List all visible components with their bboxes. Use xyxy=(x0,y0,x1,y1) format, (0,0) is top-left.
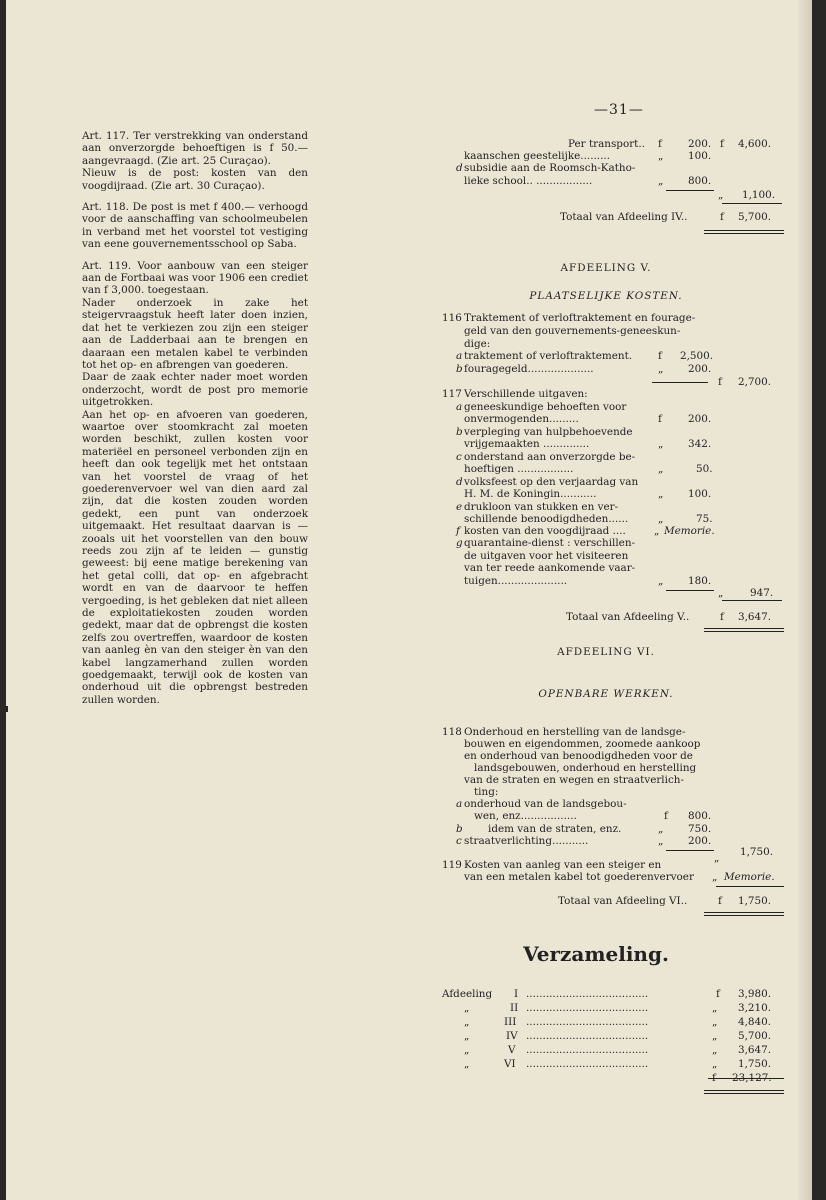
line-text: H. M. de Koningin........... xyxy=(464,488,597,500)
amount: 100. xyxy=(688,150,712,162)
line-text: subsidie aan de Roomsch-Katho- xyxy=(464,162,636,174)
section-total: 1,750. xyxy=(738,895,772,907)
amount: 100. xyxy=(688,488,712,500)
item-letter: c xyxy=(456,451,462,463)
currency-sign: f xyxy=(720,211,724,223)
line-text: idem van de straten, enz. xyxy=(488,823,622,835)
section-total: 5,700. xyxy=(738,211,772,223)
item-letter: f xyxy=(456,525,460,537)
line-text: fouragegeld.................... xyxy=(464,363,594,375)
double-rule xyxy=(704,230,784,234)
ditto-mark: „ xyxy=(712,1030,718,1042)
amount-memorie: Memorie. xyxy=(724,871,775,883)
line-text: schillende benoodigdheden...... xyxy=(464,513,629,525)
ditto-mark: „ xyxy=(658,823,664,835)
line-text: hoeftigen ................. xyxy=(464,463,574,475)
amount: 200. xyxy=(688,835,712,847)
total-label: Totaal van Afdeeling IV.. xyxy=(560,211,688,223)
line-text: onderhoud van de landsgebou- xyxy=(464,798,627,810)
amount-memorie: Memorie. xyxy=(664,525,715,537)
ditto-mark: „ xyxy=(712,1044,718,1056)
page-number: —31— xyxy=(594,102,644,118)
transport-total: 4,600. xyxy=(738,138,772,150)
paragraph: Aan het op- en afvoeren van goederen, waartoe over stoomkracht zal moeten worden beschikt, zullen kosten voor materiëel en personeel verbonden zijn en heeft dan ook tegelijk met het ontstaan van het voorstel de vraag of het goederenvervoer wel van dien aard zal zijn, dat die kosten zouden worden gedekt, een punt van onderzoek uitgemaakt. Het resultaat daarvan is — zooals uit het voorstellen van den bouw reeds zou zijn af te leiden — gunstig geweest: bij eene matige berekening van het getal colli, dat op- en afgebracht wordt en van de daarvoor te heffen vergoeding, is het gebleken dat niet alleen de exploitatiekosten zouden worden gedekt, maar dat de opbrengst die kosten zelfs zou overtreffen, waardoor de kosten van aanleg èn van den steiger èn van den kabel langzamerhand zullen worden goedgemaakt, terwijl ook de kosten van onderhoud uit die opbrengst bestreden zullen worden. xyxy=(82,408,308,706)
paragraph: Art. 118. De post is met f 400.— verhoogd voor de aanschaffing van schoolmeubelen in verband met het voorstel tot vestiging van eene gouvernementsschool op Saba. xyxy=(82,201,308,251)
article-number: 116 xyxy=(442,312,462,324)
item-letter: b xyxy=(456,363,463,375)
line-text: van een metalen kabel tot goederenvervoer xyxy=(464,871,694,883)
leader-dots: ..................................... xyxy=(526,1016,649,1028)
sum-rule xyxy=(666,190,714,191)
article-number: 119 xyxy=(442,859,462,871)
section-total: 3,647. xyxy=(738,611,772,623)
line-text: landsgebouwen, onderhoud en herstelling xyxy=(474,762,697,774)
amount: 342. xyxy=(688,438,712,450)
ditto-mark: „ xyxy=(658,513,664,525)
line-text: verpleging van hulpbehoevende xyxy=(464,426,633,438)
article-number: 118 xyxy=(442,726,462,738)
line-text: vrijgemaakten .............. xyxy=(464,438,590,450)
line-text: dige: xyxy=(464,338,491,350)
summary-roman: I xyxy=(514,988,519,1000)
amount: 2,500. xyxy=(680,350,714,362)
currency-sign: f xyxy=(718,376,722,388)
item-letter: d xyxy=(456,476,463,488)
paragraph: Art. 119. Voor aanbouw van een steiger aan de Fortbaai was voor 1906 een crediet van f 3,000. toegestaan. xyxy=(82,259,308,297)
summary-roman: IV xyxy=(506,1030,518,1042)
ditto-mark: „ xyxy=(464,1058,470,1070)
summary-roman: III xyxy=(504,1016,517,1028)
line-text: volksfeest op den verjaardag van xyxy=(464,476,639,488)
leader-dots: ..................................... xyxy=(526,1044,649,1056)
line-text: lieke school.. ................. xyxy=(464,175,593,187)
currency-sign: f xyxy=(720,611,724,623)
ditto-mark: „ xyxy=(658,463,664,475)
transport-label: Per transport.. xyxy=(568,138,645,150)
line-text: van ter reede aankomende vaar- xyxy=(464,562,636,574)
item-letter: a xyxy=(456,798,463,810)
amount: 800. xyxy=(688,810,712,822)
paragraph: Daar de zaak echter nader moet worden onderzocht, wordt de post pro memorie uitgetrokken. xyxy=(82,371,308,409)
subtotal: 947. xyxy=(750,587,774,599)
item-letter: g xyxy=(456,537,463,549)
ditto-mark: „ xyxy=(464,1016,470,1028)
line-text: kosten van den voogdijraad .... xyxy=(464,525,626,537)
line-text: ting: xyxy=(474,786,499,798)
line-text: kaanschen geestelijke......... xyxy=(464,150,611,162)
line-text: geld van den gouvernements-geneeskun- xyxy=(464,325,681,337)
line-text: geneeskundige behoeften voor xyxy=(464,401,627,413)
leader-dots: ..................................... xyxy=(526,1002,649,1014)
currency-sign: f xyxy=(720,138,724,150)
item-letter: a xyxy=(456,401,463,413)
page-edge xyxy=(798,0,812,1200)
line-text: van de straten en wegen en straatverlich- xyxy=(464,774,684,786)
summary-roman: V xyxy=(508,1044,516,1056)
document-page xyxy=(6,0,812,1200)
line-text: quarantaine-dienst : verschillen- xyxy=(464,537,636,549)
amount: 75. xyxy=(696,513,713,525)
line-text: Traktement of verloftraktement en fourage- xyxy=(464,312,696,324)
sum-rule xyxy=(722,600,782,601)
summary-roman: VI xyxy=(504,1058,516,1070)
line-text: onvermogenden......... xyxy=(464,413,579,425)
summary-title: Verzameling. xyxy=(523,942,669,966)
currency-sign: f xyxy=(716,988,720,1000)
paragraph: Art. 117. Ter verstrekking van onderstand aan onverzorgde behoeftigen is f 50.— aangevraagd. (Zie art. 25 Curaçao). xyxy=(82,130,308,167)
ditto-mark: „ xyxy=(714,852,720,864)
total-label: Totaal van Afdeeling VI.. xyxy=(558,895,688,907)
summary-amount: 3,210. xyxy=(738,1002,772,1014)
transport-amount: 200. xyxy=(688,138,712,150)
subtotal: 2,700. xyxy=(738,376,772,388)
currency-sign: f xyxy=(658,350,662,362)
sum-rule xyxy=(722,203,782,204)
leader-dots: ..................................... xyxy=(526,1030,649,1042)
ditto-mark: „ xyxy=(658,575,664,587)
leader-dots: ..................................... xyxy=(526,1058,649,1070)
total-label: Totaal van Afdeeling V.. xyxy=(566,611,690,623)
sum-rule xyxy=(666,590,714,591)
line-text: drukloon van stukken en ver- xyxy=(464,501,619,513)
amount: 800. xyxy=(688,175,712,187)
ditto-mark: „ xyxy=(464,1044,470,1056)
double-rule xyxy=(704,1090,784,1094)
sum-rule xyxy=(666,850,714,851)
line-text: tuigen..................... xyxy=(464,575,568,587)
section-title: AFDEELING V. xyxy=(560,262,652,274)
line-text: bouwen en eigendommen, zoomede aankoop xyxy=(464,738,701,750)
item-letter: b xyxy=(456,823,463,835)
currency-sign: f xyxy=(712,1072,716,1084)
summary-amount: 4,840. xyxy=(738,1016,772,1028)
currency-sign: f xyxy=(658,413,662,425)
ditto-mark: „ xyxy=(464,1002,470,1014)
item-letter: a xyxy=(456,350,463,362)
summary-roman: II xyxy=(510,1002,519,1014)
ditto-mark: „ xyxy=(712,1016,718,1028)
ditto-mark: „ xyxy=(658,175,664,187)
line-text: Onderhoud en herstelling van de landsge- xyxy=(464,726,686,738)
item-letter: c xyxy=(456,835,462,847)
sum-rule xyxy=(716,886,784,887)
summary-amount: 3,980. xyxy=(738,988,772,1000)
ditto-mark: „ xyxy=(658,363,664,375)
currency-sign: f xyxy=(718,895,722,907)
amount: 200. xyxy=(688,413,712,425)
line-text: straatverlichting........... xyxy=(464,835,589,847)
subtotal: 1,750. xyxy=(740,846,774,858)
subtotal: 1,100. xyxy=(742,189,776,201)
summary-amount: 5,700. xyxy=(738,1030,772,1042)
summary-label: Afdeeling xyxy=(442,988,493,1000)
article-number: 117 xyxy=(442,388,462,400)
ditto-mark: „ xyxy=(658,835,664,847)
grand-total: 23,127. xyxy=(732,1072,772,1084)
ditto-mark: „ xyxy=(712,1002,718,1014)
line-text: onderstand aan onverzorgde be- xyxy=(464,451,636,463)
amount: 50. xyxy=(696,463,713,475)
ditto-mark: „ xyxy=(718,587,724,599)
line-text: traktement of verloftraktement. xyxy=(464,350,633,362)
ditto-mark: „ xyxy=(658,438,664,450)
currency-sign: f xyxy=(664,810,668,822)
amount: 180. xyxy=(688,575,712,587)
ditto-mark: „ xyxy=(654,525,660,537)
item-letter: e xyxy=(456,501,463,513)
line-text: de uitgaven voor het visiteeren xyxy=(464,550,629,562)
ditto-mark: „ xyxy=(712,871,718,883)
sum-rule xyxy=(652,382,708,383)
double-rule xyxy=(704,912,784,916)
amount: 200. xyxy=(688,363,712,375)
paragraph: Nader onderzoek in zake het steigervraagstuk heeft later doen inzien, dat het te verkiezen zou zijn een steiger aan de Ladderbaai aan te brengen en daaraan een metalen kabel te verbinden tot het op- en afbrengen van goederen. xyxy=(82,296,308,371)
line-text: Kosten van aanleg van een steiger en xyxy=(464,859,662,871)
double-rule xyxy=(704,628,784,632)
margin-mark xyxy=(6,706,8,712)
currency-sign: f xyxy=(658,138,662,150)
line-text: en onderhoud van benoodigdheden voor de xyxy=(464,750,693,762)
paragraph: Nieuw is de post: kosten van den voogdijraad. (Zie art. 30 Curaçao). xyxy=(82,167,308,192)
section-title: AFDEELING VI. xyxy=(557,646,655,658)
summary-amount: 1,750. xyxy=(738,1058,772,1070)
ditto-mark: „ xyxy=(658,150,664,162)
amount: 750. xyxy=(688,823,712,835)
left-column xyxy=(82,130,308,715)
section-subtitle: OPENBARE WERKEN. xyxy=(538,688,674,700)
ditto-mark: „ xyxy=(718,189,724,201)
line-text: Verschillende uitgaven: xyxy=(464,388,588,400)
ditto-mark: „ xyxy=(712,1058,718,1070)
section-subtitle: PLAATSELIJKE KOSTEN. xyxy=(529,290,683,302)
ditto-mark: „ xyxy=(464,1030,470,1042)
leader-dots: ..................................... xyxy=(526,988,649,1000)
line-text: wen, enz................. xyxy=(474,810,577,822)
item-letter: b xyxy=(456,426,463,438)
ditto-mark: „ xyxy=(658,488,664,500)
item-letter: d xyxy=(456,162,463,174)
summary-amount: 3,647. xyxy=(738,1044,772,1056)
